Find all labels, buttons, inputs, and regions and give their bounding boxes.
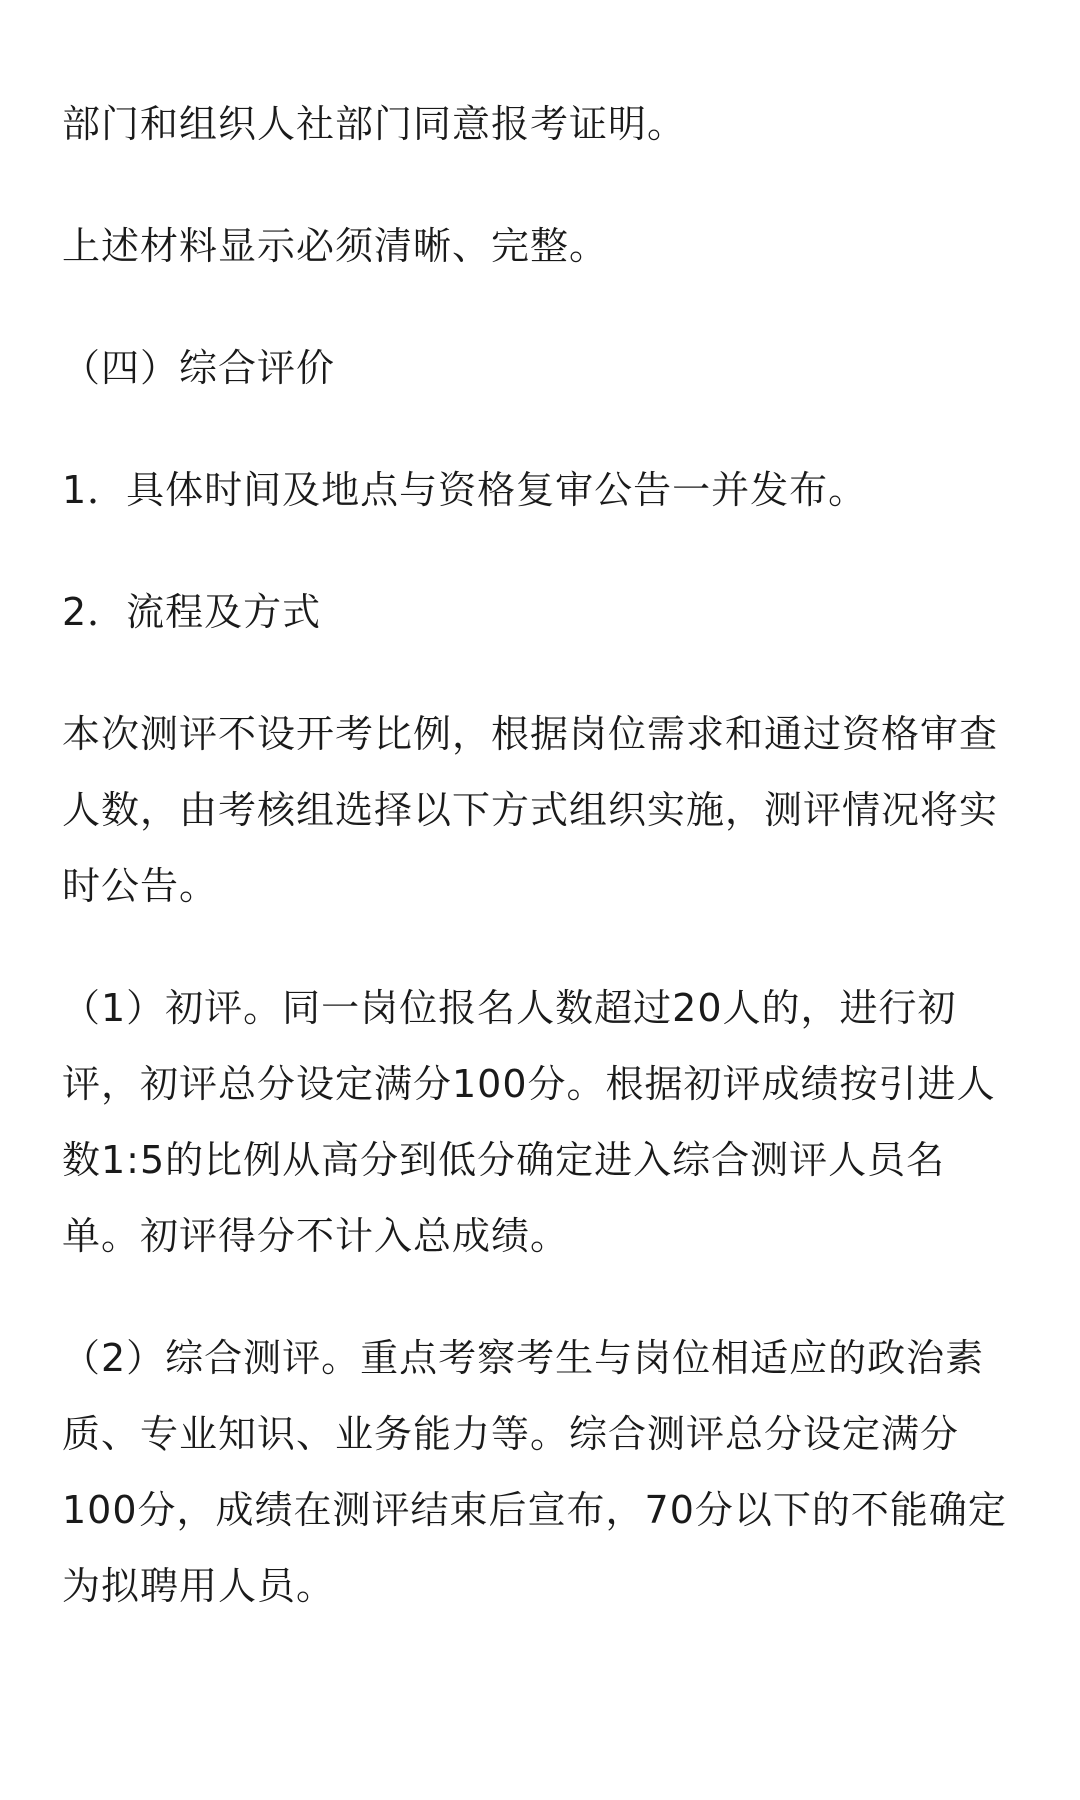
paragraph-gap xyxy=(62,284,1020,330)
paragraph-gap xyxy=(62,528,1020,574)
section-heading-4: （四）综合评价 xyxy=(62,346,336,390)
paragraph-gap xyxy=(62,162,1020,208)
paragraph-gap xyxy=(62,924,1020,970)
paragraph-initial-review: （1）初评。同一岗位报名人数超过20人的，进行初评，初评总分设定满分100分。根据初评成绩按引进人数1:5的比例从高分到低分确定进入综合测评人员名单。初评得分不计入总成绩。 xyxy=(62,986,996,1258)
paragraph-comprehensive-evaluation: （2）综合测评。重点考察考生与岗位相适应的政治素质、专业知识、业务能力等。综合测评总分设定满分100分，成绩在测评结束后宣布，70分以下的不能确定为拟聘用人员。 xyxy=(62,1336,1007,1608)
paragraph-evaluation-intro: 本次测评不设开考比例，根据岗位需求和通过资格审查人数，由考核组选择以下方式组织实施，测评情况将实时公告。 xyxy=(62,712,999,908)
item-1-time-location: 1．具体时间及地点与资格复审公告一并发布。 xyxy=(62,468,868,512)
paragraph-gap xyxy=(62,406,1020,452)
item-2-process: 2．流程及方式 xyxy=(62,590,322,634)
paragraph-gap xyxy=(62,650,1020,696)
paragraph-2: 上述材料显示必须清晰、完整。 xyxy=(62,224,609,268)
paragraph-1: 部门和组织人社部门同意报考证明。 xyxy=(62,102,687,146)
paragraph-gap xyxy=(62,1274,1020,1320)
